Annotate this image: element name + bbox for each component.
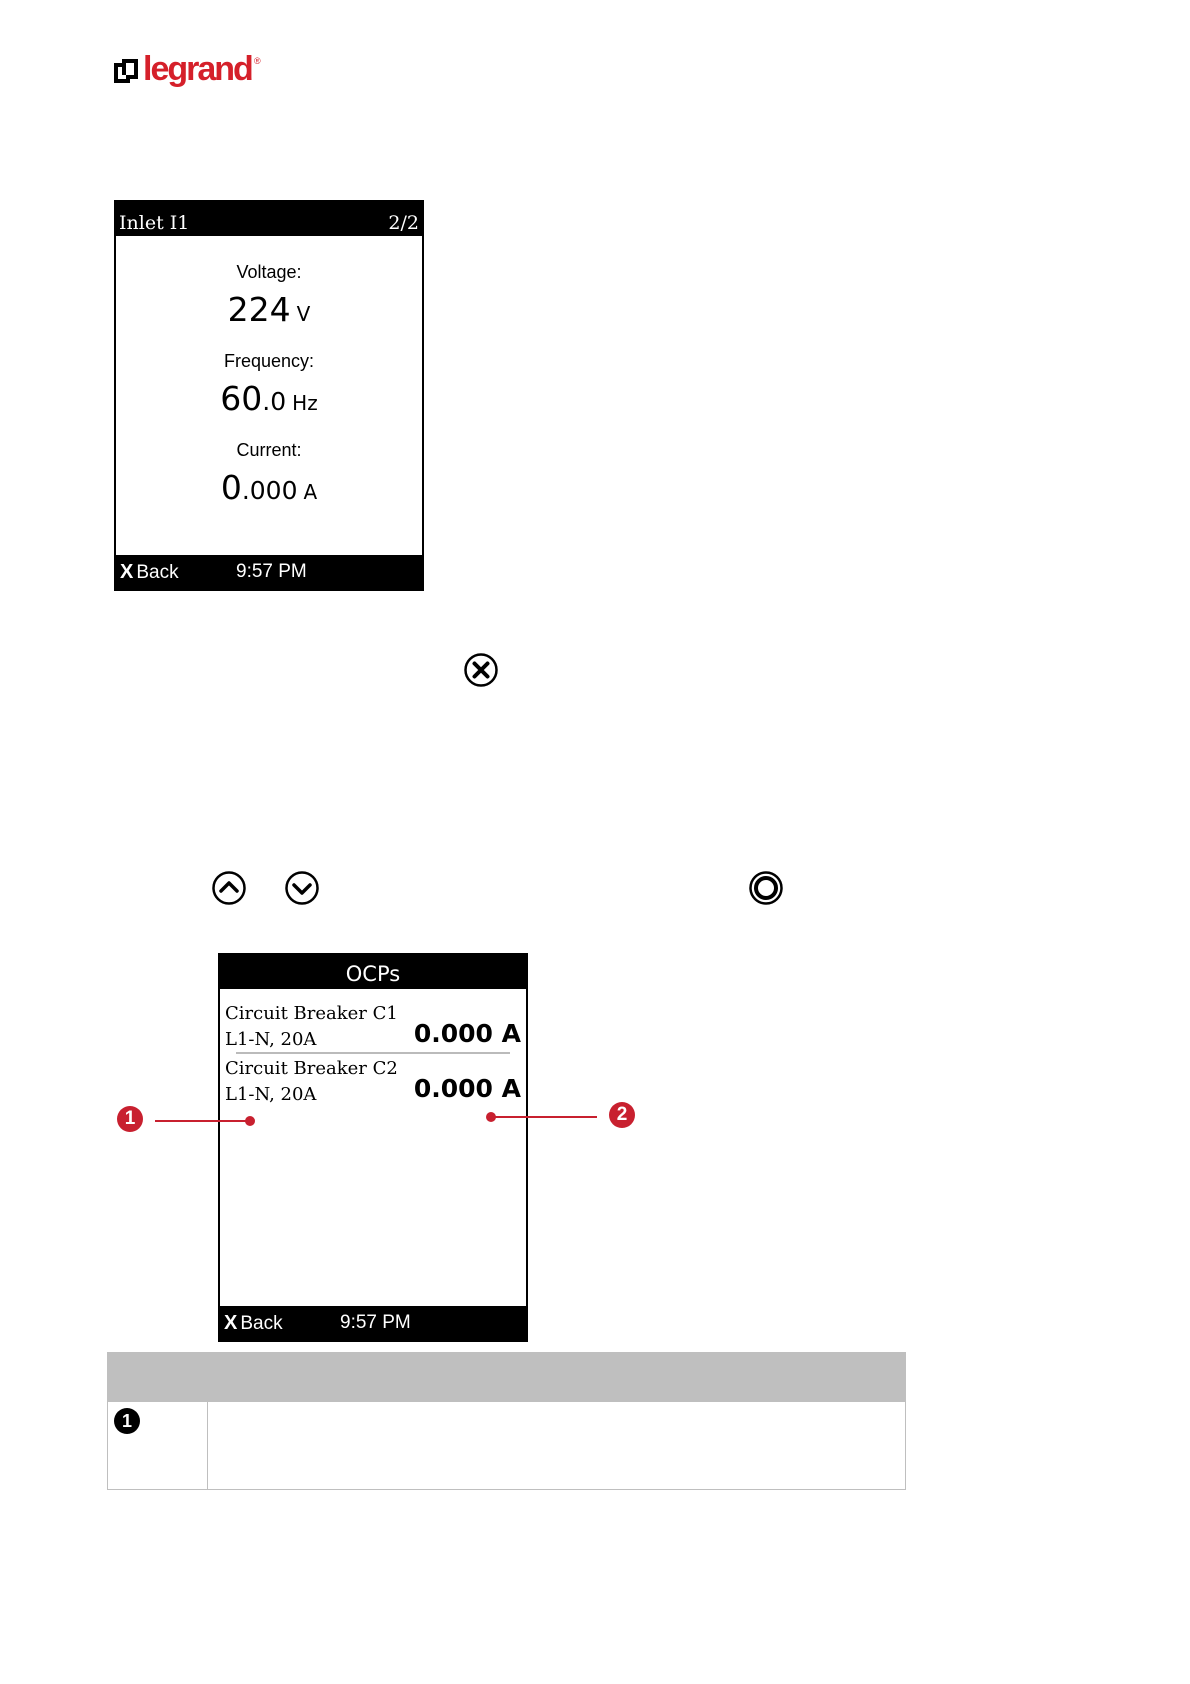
frequency-value: 60.0 Hz [220, 379, 318, 418]
ocp-row-1-name: Circuit Breaker C1 [225, 1003, 398, 1024]
table-header [107, 1352, 906, 1402]
lcd-clock: 9:57 PM [236, 561, 307, 582]
ocp-row-2-value: 0.000 A [413, 1074, 521, 1103]
callout-1-badge: 1 [117, 1106, 143, 1132]
down-arrow-circle-icon [284, 870, 320, 906]
callout-1-dot [245, 1116, 255, 1126]
registered-mark: ® [254, 56, 261, 66]
lcd-title: OCPs [345, 962, 401, 986]
callout-2-badge: 2 [609, 1102, 635, 1128]
x-circle-icon [463, 652, 499, 688]
callout-1-line [155, 1120, 250, 1122]
legrand-mark-icon [113, 58, 139, 84]
ocp-row-2-detail: L1-N, 20A [225, 1084, 317, 1105]
lcd-back-button[interactable]: X Back [224, 1312, 283, 1334]
logo-text: legrand [143, 50, 252, 88]
callout-2-line [491, 1116, 597, 1118]
frequency-label: Frequency: [223, 351, 315, 371]
lcd-page-indicator: 2/2 [388, 212, 419, 234]
lcd-footer [220, 1306, 526, 1340]
lcd-back-button[interactable]: X Back [120, 561, 179, 583]
voltage-value: 224 V [227, 290, 311, 329]
row-separator [236, 1052, 510, 1054]
current-label: Current: [236, 440, 302, 460]
current-value: 0.000 A [220, 468, 318, 507]
lcd-title: Inlet I1 [119, 212, 190, 234]
voltage-label: Voltage: [236, 262, 302, 282]
lcd-header [116, 202, 422, 236]
ring-button-icon [748, 870, 784, 906]
lcd-header [220, 955, 526, 989]
ocp-row-1-detail: L1-N, 20A [225, 1029, 317, 1050]
lcd-footer [116, 555, 422, 589]
column-divider [207, 1402, 208, 1489]
ocps-lcd-screen [218, 953, 528, 1342]
table-row [107, 1402, 906, 1490]
up-arrow-circle-icon [211, 870, 247, 906]
callout-table [107, 1352, 906, 1490]
table-row-number: 1 [114, 1408, 140, 1434]
lcd-clock: 9:57 PM [340, 1312, 411, 1333]
ocp-row-2-name: Circuit Breaker C2 [225, 1058, 398, 1079]
inlet-lcd-screen [114, 200, 424, 591]
ocp-row-1-value: 0.000 A [413, 1019, 521, 1048]
